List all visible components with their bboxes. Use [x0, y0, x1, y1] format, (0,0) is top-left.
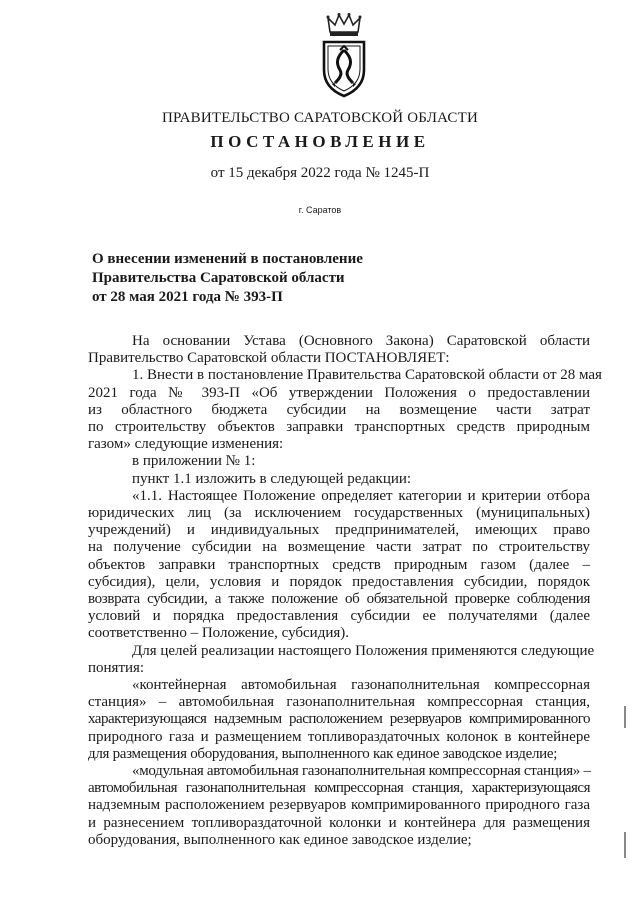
- body-line: учреждений) и индивидуальных предпринимателей, имеющих право: [88, 522, 590, 539]
- body-line: по строительству объектов заправки транспортных средств природным: [88, 419, 590, 436]
- subject-line: Правительства Саратовской области: [92, 270, 345, 286]
- body-line: на получение субсидии на возмещение части затрат по строительству: [88, 539, 590, 556]
- body-line: условий и порядка предоставления субсидии ее получателями (далее: [88, 608, 590, 625]
- body-line: На основании Устава (Основного Закона) Саратовской области: [132, 333, 590, 349]
- body-line: «1.1. Настоящее Положение определяет категории и критерии отбора: [132, 487, 590, 504]
- body-line: характеризующаяся надземным расположением резервуаров компримированного: [88, 711, 590, 728]
- document-city: г. Саратов: [298, 205, 342, 215]
- body-line: 2021 года № 393-П «Об утверждении Положения о предоставлении: [88, 384, 590, 401]
- body-line: станция» – автомобильная газонаполнительная компрессорная станция,: [88, 694, 590, 711]
- body-line: возврата субсидии, а также положение об обязательной проверке соблюдения: [88, 591, 590, 608]
- scan-edge-mark: [624, 706, 626, 728]
- body-line: автомобильная газонаполнительная компрессорная станция, характеризующаяся: [88, 780, 590, 797]
- body-line: Для целей реализации настоящего Положения применяются следующие: [132, 642, 595, 659]
- body-line: 1. Внести в постановление Правительства Саратовской области от 28 мая: [132, 367, 602, 384]
- body-line: природного газа и размещением топливораздаточных колонок в контейнере: [88, 728, 590, 745]
- body-line: газом» следующие изменения:: [88, 436, 284, 453]
- body-line: из областного бюджета субсидии на возмещение части затрат: [88, 401, 590, 418]
- body-line: субсидия), цели, условия и порядок предоставления субсидии, порядок: [88, 573, 590, 590]
- subject-line: О внесении изменений в постановление: [92, 251, 363, 267]
- body-line: «модульная автомобильная газонаполнительная компрессорная станция» –: [132, 763, 591, 780]
- body-line: оборудования, выполненного как единое заводское изделие;: [88, 831, 472, 848]
- document-body: [88, 333, 602, 849]
- body-line: и разнесением топливораздаточной колонки и контейнера для размещения: [88, 814, 590, 831]
- document-subject: [92, 250, 492, 307]
- document-date-number: от 15 декабря 2022 года № 1245-П: [210, 165, 430, 181]
- body-line: понятия:: [88, 659, 145, 676]
- body-line: объектов заправки транспортных средств природным газом (далее –: [88, 556, 590, 573]
- body-line: «контейнерная автомобильная газонаполнительная компрессорная: [132, 677, 590, 694]
- subject-line: от 28 мая 2021 года № 393-П: [92, 289, 283, 305]
- body-line: для размещения оборудования, выполненного как единое заводское изделие;: [88, 745, 558, 762]
- body-line: юридических лиц (за исключением государственных (муниципальных): [88, 505, 590, 522]
- body-line: Правительство Саратовской области ПОСТАНОВЛЯЕТ:: [88, 350, 450, 367]
- body-line: в приложении № 1:: [132, 453, 256, 470]
- body-line: пункт 1.1 изложить в следующей редакции:: [132, 470, 412, 487]
- organization-title: ПРАВИТЕЛЬСТВО САРАТОВСКОЙ ОБЛАСТИ: [161, 110, 479, 126]
- scan-edge-mark: [624, 832, 626, 858]
- coat-of-arms-icon: [318, 12, 370, 98]
- body-line: надземным расположением резервуаров компримированного природного газа: [88, 797, 590, 814]
- document-type: ПОСТАНОВЛЕНИЕ: [210, 132, 430, 151]
- body-line: соответственно – Положение, субсидия).: [88, 625, 349, 642]
